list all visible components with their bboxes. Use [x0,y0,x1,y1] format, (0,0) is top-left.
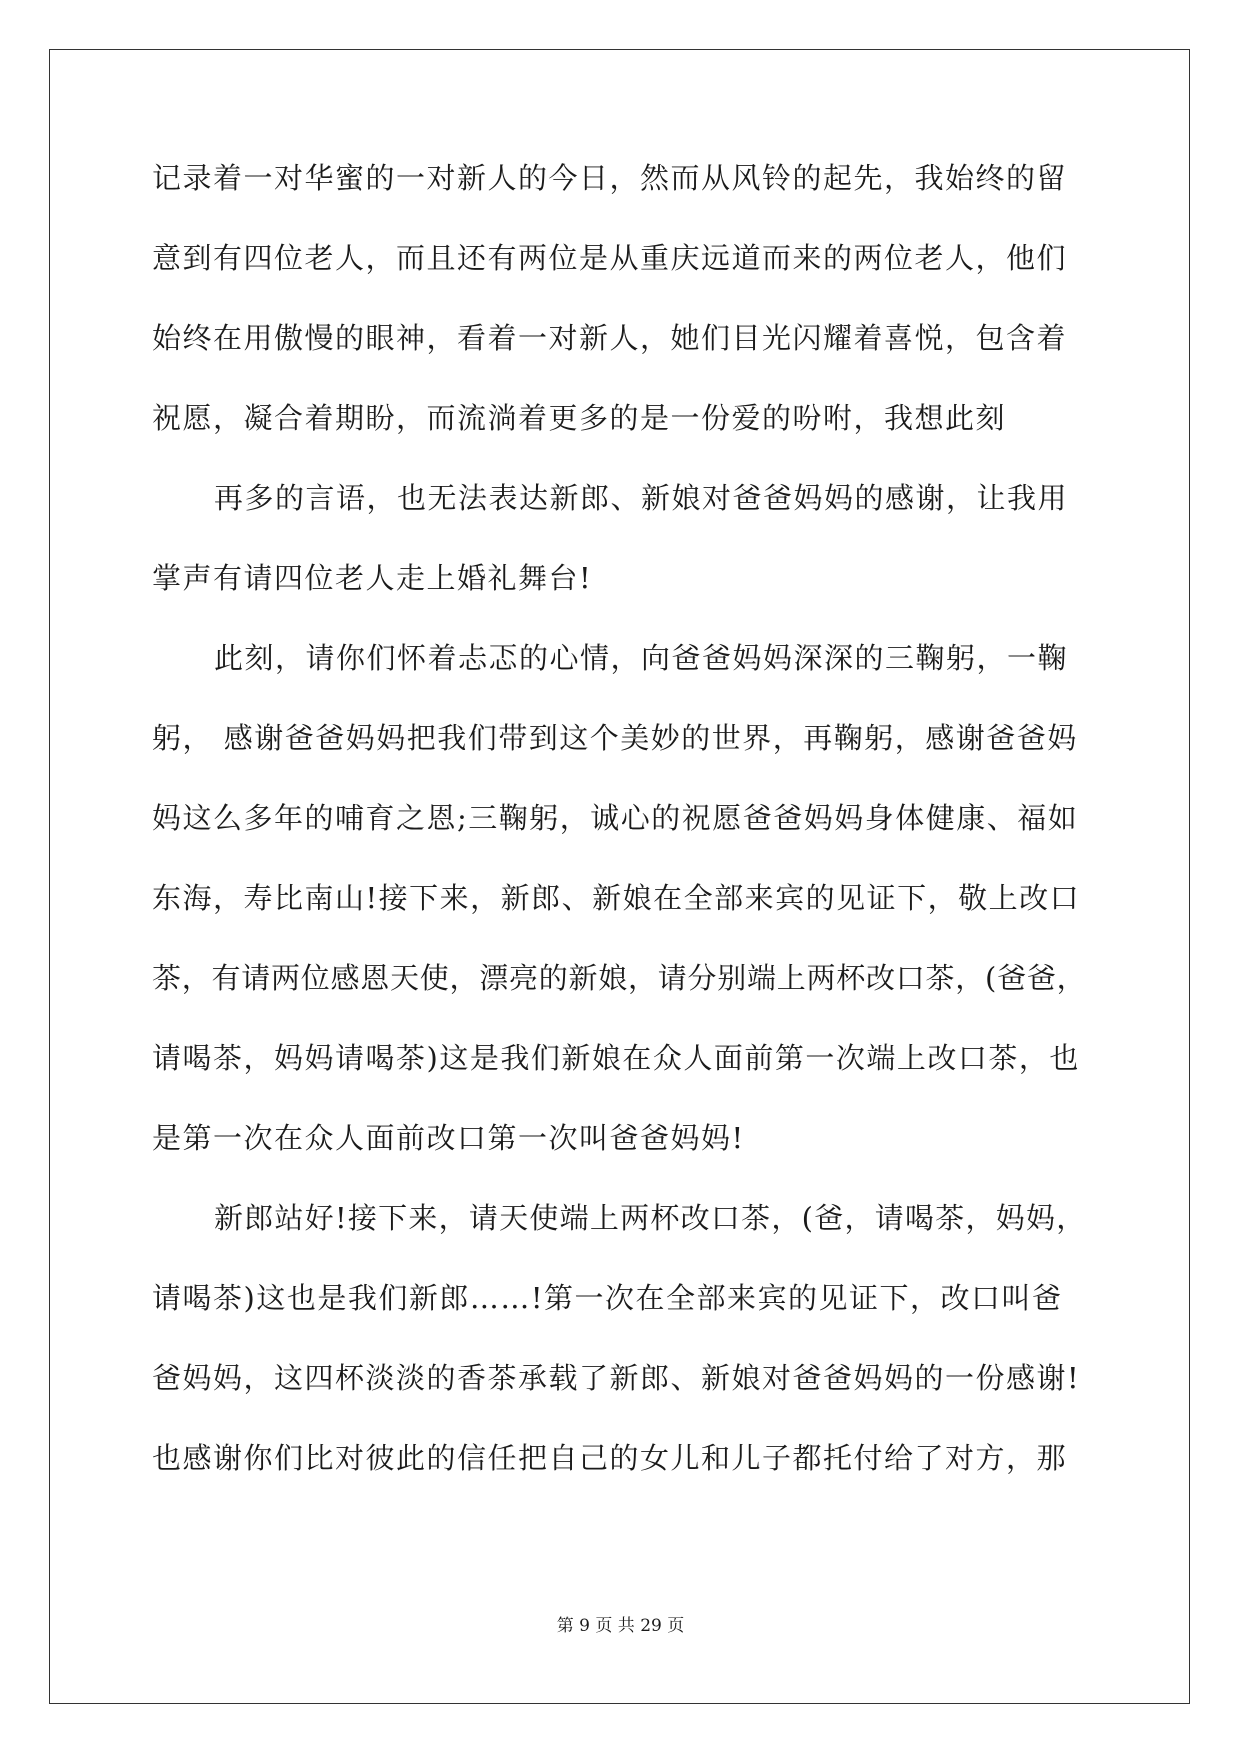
paragraph-first-line: 再多的言语，也无法表达新郎、新娘对爸爸妈妈的感谢，让我用 [214,481,1069,515]
text-line: 妈这么多年的哺育之恩;三鞠躬，诚心的祝愿爸爸妈妈身体健康、福如 [152,801,1079,835]
text-line: 祝愿，凝合着期盼，而流淌着更多的是一份爱的吩咐，我想此刻 [152,401,1007,435]
paragraph-first-line: 此刻，请你们怀着忐忑的心情，向爸爸妈妈深深的三鞠躬，一鞠 [214,641,1069,675]
text-line: 爸妈妈，这四杯淡淡的香茶承载了新郎、新娘对爸爸妈妈的一份感谢! [152,1361,1081,1395]
paragraph-first-line: 新郎站好!接下来，请天使端上两杯改口茶，(爸，请喝茶，妈妈， [214,1201,1087,1235]
text-line: 也感谢你们比对彼此的信任把自己的女儿和儿子都托付给了对方，那 [152,1441,1068,1475]
text-line: 东海，寿比南山!接下来，新郎、新娘在全部来宾的见证下，敬上改口 [152,881,1081,915]
text-line: 意到有四位老人，而且还有两位是从重庆远道而来的两位老人，他们 [152,241,1068,275]
text-line: 始终在用傲慢的眼神，看着一对新人，她们目光闪耀着喜悦，包含着 [152,321,1068,355]
text-line: 请喝茶，妈妈请喝茶)这是我们新娘在众人面前第一次端上改口茶，也 [152,1041,1080,1075]
text-line: 记录着一对华蜜的一对新人的今日，然而从风铃的起先，我始终的留 [152,161,1068,195]
text-line: 躬， 感谢爸爸妈妈把我们带到这个美妙的世界，再鞠躬，感谢爸爸妈 [152,721,1078,755]
text-line: 请喝茶)这也是我们新郎……!第一次在全部来宾的见证下，改口叫爸 [152,1281,1063,1315]
text-line: 茶，有请两位感恩天使，漂亮的新娘，请分别端上两杯改口茶，(爸爸， [152,961,1087,995]
text-line: 是第一次在众人面前改口第一次叫爸爸妈妈! [152,1121,745,1155]
page-number: 第 9 页 共 29 页 [556,1616,685,1636]
text-line: 掌声有请四位老人走上婚礼舞台! [152,561,593,595]
